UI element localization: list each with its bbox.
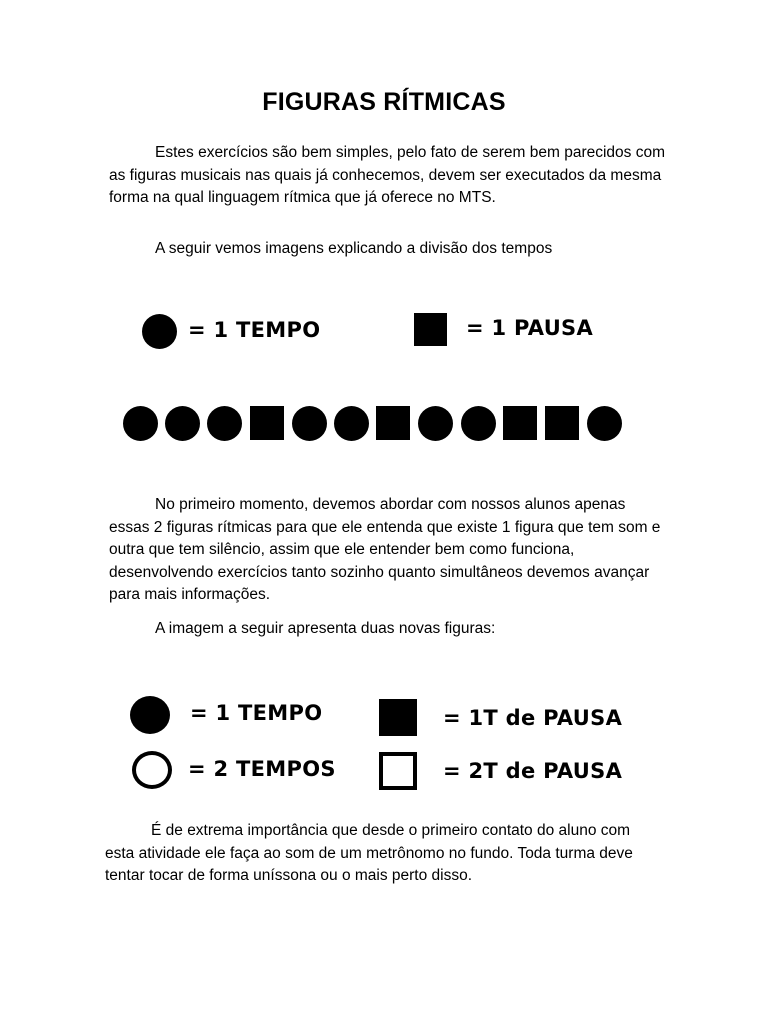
legend-1-tempo-label: = 1 TEMPO (190, 701, 323, 725)
legend-tempo-label: = 1 TEMPO (188, 318, 321, 342)
sequence-circle-icon (207, 406, 242, 441)
sequence-square-icon (250, 406, 284, 440)
legend-2t-pausa-label: = 2T de PAUSA (443, 759, 623, 783)
sequence-square-icon (376, 406, 410, 440)
paragraph-first-moment: No primeiro momento, devemos abordar com nossos alunos apenas essas 2 figuras rítmicas para que ele entenda que existe 1 figura que tem som e outra que tem silêncio, assim que ele entender bem como funciona, desenvolvendo exercícios tanto sozinho quanto simultâneos devemos avançar para mais informações. (109, 496, 661, 603)
filled-square-icon (379, 699, 417, 736)
paragraph-division: A seguir vemos imagens explicando a divisão dos tempos (155, 240, 553, 257)
sequence-circle-icon (123, 406, 158, 441)
sequence-circle-icon (461, 406, 496, 441)
legend-1t-pausa-label: = 1T de PAUSA (443, 706, 623, 730)
paragraph-metronome: É de extrema importância que desde o primeiro contato do aluno com esta atividade ele faça ao som de um metrônomo no fundo. Toda turma deve tentar tocar de forma uníssona ou o mais perto disso. (105, 822, 633, 884)
filled-circle-icon (130, 696, 170, 734)
sequence-square-icon (545, 406, 579, 440)
page-title: FIGURAS RÍTMICAS (262, 88, 506, 116)
sequence-circle-icon (334, 406, 369, 441)
sequence-circle-icon (292, 406, 327, 441)
paragraph-intro: Estes exercícios são bem simples, pelo fato de serem bem parecidos com as figuras musicais nas quais já conhecemos, devem ser executados da mesma forma na qual linguagem rítmica que já oferece no MTS. (109, 144, 666, 206)
filled-square-icon (414, 313, 447, 346)
legend-2-tempos-label: = 2 TEMPOS (188, 757, 336, 781)
open-circle-icon (132, 751, 172, 789)
paragraph-new-figures: A imagem a seguir apresenta duas novas figuras: (155, 620, 496, 637)
filled-circle-icon (142, 314, 177, 349)
open-square-icon (379, 752, 417, 790)
sequence-circle-icon (587, 406, 622, 441)
sequence-square-icon (503, 406, 537, 440)
sequence-circle-icon (165, 406, 200, 441)
legend-pausa-label: = 1 PAUSA (466, 316, 594, 340)
sequence-circle-icon (418, 406, 453, 441)
